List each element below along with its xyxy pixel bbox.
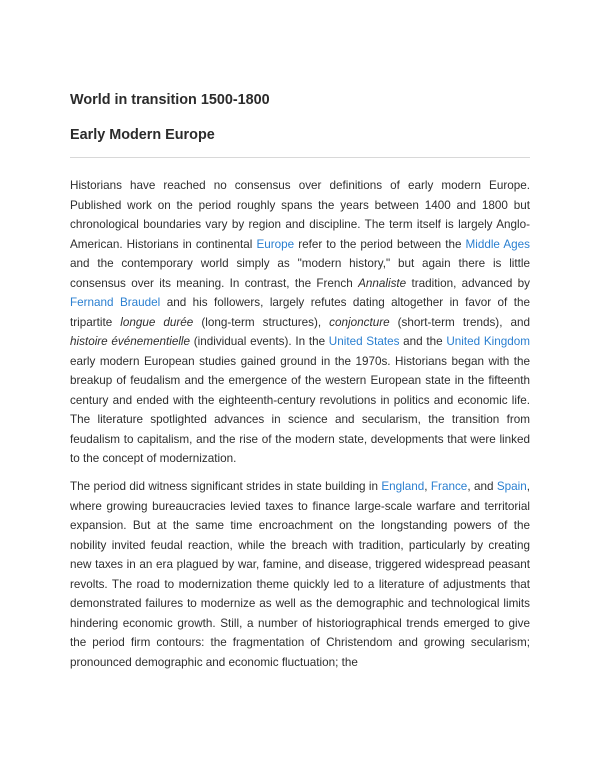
text-run: Historians have reached no consensus over definitions of early modern Europe. Published work on the period roughly spans the years between 1400 and 1800 but chronological boundaries vary by region and discipline. The term itself is largely Anglo-American. Historians in continental [70,179,530,251]
text-run: (long-term structures), [193,315,330,329]
text-run: early modern European studies gained ground in the 1970s. Historians began with the breakup of feudalism and the emergence of the western European state in the fifteenth century and ended with the eighteenth-century revolutions in politics and economic life. The literature spotlighted advances in science and secularism, the transition from feudalism to capitalism, and the rise of the modern state, developments that were linked to the concept of modernization. [70,354,530,465]
heading-divider [70,157,530,158]
text-run: and the contemporary world simply as "modern history," but again there is little consensus over its meaning. In contrast, the French [70,257,530,290]
text-run: (short-term trends), and [389,315,530,329]
section-heading: Early Modern Europe [70,127,215,143]
link-europe[interactable]: Europe [256,237,295,251]
link-fernand-braudel[interactable]: Fernand Braudel [70,296,161,309]
link-united-states[interactable]: United States [328,335,400,348]
text-run: and the [399,335,447,348]
paragraph-1 [70,176,530,469]
text-run: refer to the period between the [294,237,466,251]
link-middle-ages[interactable]: Middle Ages [465,237,530,251]
text-run: tradition, advanced by [406,276,530,290]
link-england[interactable]: England [381,480,425,493]
link-united-kingdom[interactable]: United Kingdom [446,335,530,348]
link-spain[interactable]: Spain [496,480,527,493]
text-run: (individual events). In the [190,335,329,348]
text-run: , where growing bureaucracies levied taxes to finance large-scale warfare and territorial expansion. But at the same time encroachment on the longstanding powers of the nobility invited feudal reaction, while the breach with tradition, particularly by creating new taxes in an era plagued by war, famine, and disease, triggered widespread peasant revolts. The road to modernization theme quickly led to a literature of adjustments that demonstrated failures to modernize as well as the demographic and technological limits hindering economic growth. Still, a number of historiographical trends emerged to give the period firm contours: the fragmentation of Christendom and growing secularism; pronounced demographic and economic fluctuation; the [70,480,531,669]
page-title: World in transition 1500-1800 [70,92,270,108]
emphasis-annaliste: Annaliste [358,276,407,290]
emphasis-histoire-evenementielle: histoire événementielle [70,335,191,348]
text-run: , [424,480,431,493]
text-run: The period did witness significant strides in state building in [70,480,382,493]
text-run: , and [467,480,497,493]
emphasis-conjoncture: conjoncture [329,315,390,329]
link-france[interactable]: France [430,480,468,493]
text-run: and his followers, largely refutes dating altogether in favor of the tripartite [70,296,530,329]
emphasis-longue-duree: longue durée [120,315,194,329]
paragraph-2 [70,477,530,672]
